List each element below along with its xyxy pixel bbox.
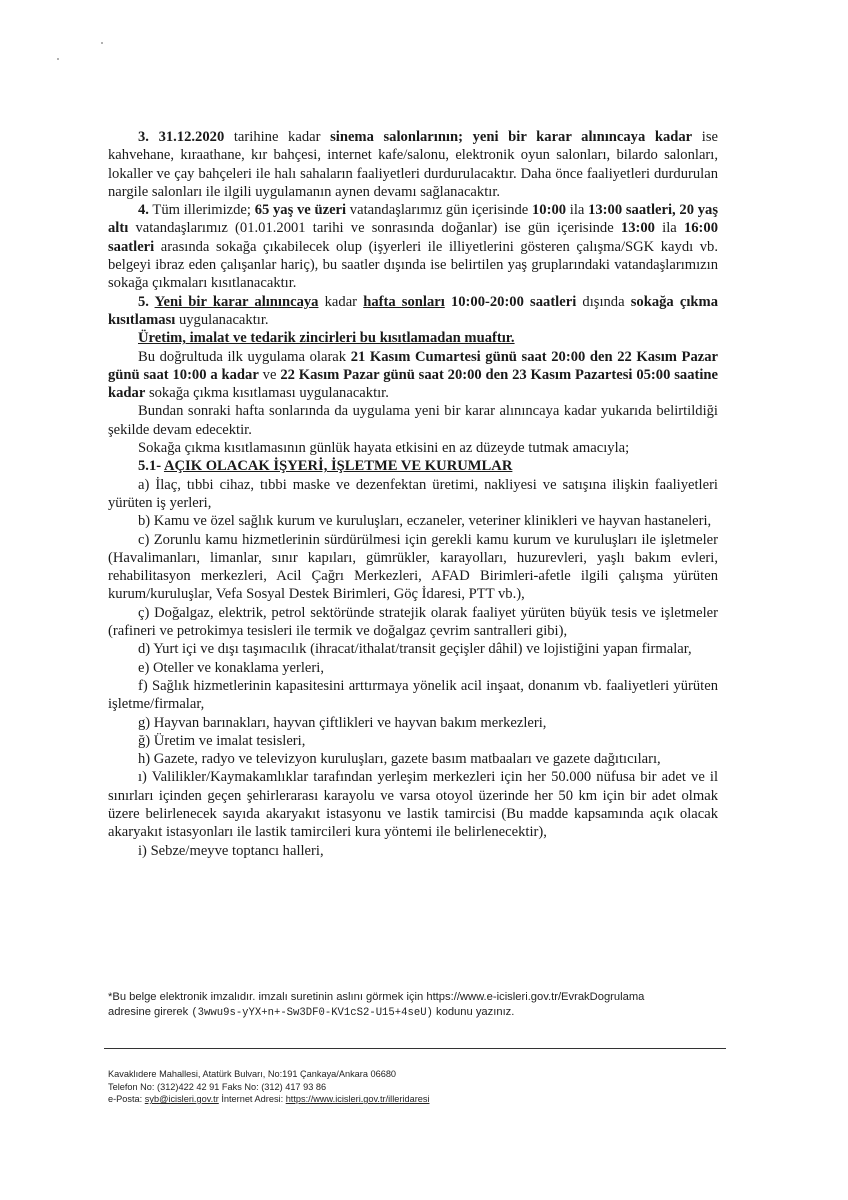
page-footer <box>108 1068 430 1106</box>
footer-phone: Telefon No: (312)422 42 91 Faks No: (312) 417 93 86 <box>108 1081 327 1092</box>
list-item: d) Yurt içi ve dışı taşımacılık (ihracat/ithalat/transit geçişler dâhil) ve lojistiğini yapan firmalar, <box>138 641 692 658</box>
footer-divider <box>104 1048 726 1049</box>
signature-line-2: adresine girerek (3wwu9s-yYX+n+-Sw3DF0-KV1cS2-U15+4seU) kodunu yazınız. <box>108 1006 515 1019</box>
list-item: i) Sebze/meyve toptancı halleri, <box>138 842 324 859</box>
paragraph-4: 4. Tüm illerimizde; 65 yaş ve üzeri vatandaşlarımız gün içerisinde 10:00 ila 13:00 saatleri, 20 yaş altı vatandaşlarımız (01.01.2001 tarihi ve sonrasında doğanlar) ise gün içerisinde 13:00 ila 16:00 saatleri arasında sokağa çıkabilecek olup (işyerleri ile illiyetlerini gösteren çalışma/SGK kaydı vb. belgeyi ibraz eden çalışanlar hariç), bu saatler dışında ise belirtilen yaş gruplarındaki vatandaşlarımızın sokağa çıkmaları kısıtlanacaktır. <box>108 202 718 292</box>
paragraph-weekends: Bundan sonraki hafta sonlarında da uygulama yeni bir karar alınıncaya kadar yukarıda belirtildiği şekilde devam edecektir. <box>108 403 718 438</box>
paragraph-3: 3. 31.12.2020 tarihine kadar sinema salonlarının; yeni bir karar alınıncaya kadar ise kahvehane, kıraathane, kır bahçesi, internet kafe/salonu, elektronik oyun salonları, bilardo salonları, lokaller ve çay bahçeleri ile halı sahaların faaliyetleri durdurulacaktır. Daha önce faaliyetleri durdurulan nargile salonları ile ilgili uygulamanın aynen devamı sağlanacaktır. <box>108 129 719 200</box>
list-item: c) Zorunlu kamu hizmetlerinin sürdürülmesi için gerekli kamu kurum ve kuruluşları ile işletmeler (Havalimanları, limanlar, sınır kapıları, gümrükler, karayolları, huzurevleri, yaşlı bakım evleri, rehabilitasyon merkezleri, Acil Çağrı Merkezleri, AFAD Birimleri-afetle ilgili çalışma yürüten kurum/kuruluşlar, Vefa Sosyal Destek Birimleri, Göç İdaresi, PTT vb.), <box>108 531 718 603</box>
list-item: g) Hayvan barınakları, hayvan çiftlikleri ve hayvan bakım merkezleri, <box>138 714 547 731</box>
paragraph-first-application: Bu doğrultuda ilk uygulama olarak 21 Kasım Cumartesi günü saat 20:00 den 22 Kasım Pazar günü saat 10:00 a kadar ve 22 Kasım Pazar günü saat 20:00 den 23 Kasım Pazartesi 05:00 saatine kadar sokağa çıkma kısıtlaması uygulanacaktır. <box>108 348 719 402</box>
list-item: ğ) Üretim ve imalat tesisleri, <box>138 732 306 749</box>
website-link[interactable]: https://www.icisleri.gov.tr/illeridaresi <box>285 1094 430 1104</box>
exemption-note: Üretim, imalat ve tedarik zincirleri bu kısıtlamadan muaftır. <box>138 330 515 347</box>
scan-speck <box>101 42 103 44</box>
document-body <box>108 128 718 860</box>
scan-speck <box>57 58 59 60</box>
footer-address: Kavaklıdere Mahallesi, Atatürk Bulvarı, No:191 Çankaya/Ankara 06680 <box>108 1069 397 1079</box>
footer-contact: e-Posta: syb@icisleri.gov.tr İnternet Adresi: https://www.icisleri.gov.tr/illeridaresi <box>108 1094 430 1104</box>
list-item: ı) Valilikler/Kaymakamlıklar tarafından yerleşim merkezleri için her 50.000 nüfusa bir adet ve il sınırları içinden geçen şehirlerarası karayolu ve varsa otoyol üzerinde her 50 km için bir adet olmak üzere belirlenecek sayıda akaryakıt istasyonu ve lastik tamircisi (Bu madde kapsamında açık olacak akaryakıt istasyonları ile lastik tamircileri kura yöntemi ile belirlenecektir), <box>108 769 718 841</box>
paragraph-5: 5. Yeni bir karar alınıncaya kadar hafta sonları 10:00-20:00 saatleri dışında sokağa çıkma kısıtlaması uygulanacaktır. <box>108 293 718 328</box>
section-heading-5-1: 5.1- AÇIK OLACAK İŞYERİ, İŞLETME VE KURUMLAR <box>138 458 513 475</box>
email-link[interactable]: syb@icisleri.gov.tr <box>144 1094 219 1104</box>
list-item: e) Oteller ve konaklama yerleri, <box>138 659 324 676</box>
list-item: f) Sağlık hizmetlerinin kapasitesini arttırmaya yönelik acil inşaat, donanım vb. faaliyetleri yürüten işletme/firmalar, <box>108 677 718 713</box>
list-item: h) Gazete, radyo ve televizyon kuruluşları, gazete basım matbaaları ve gazete dağıtıcıları, <box>138 751 661 768</box>
list-item: ç) Doğalgaz, elektrik, petrol sektöründe stratejik olarak faaliyet yürüten büyük tesis ve işletmeler (rafineri ve petrokimya tesisleri ile termik ve doğalgaz çevrim santralleri gibi), <box>108 604 718 640</box>
signature-line-1: *Bu belge elektronik imzalıdır. imzalı suretinin aslını görmek için https://www.e-icisleri.gov.tr/EvrakDogrulama <box>108 991 645 1003</box>
list-item: a) İlaç, tıbbi cihaz, tıbbi maske ve dezenfektan üretimi, nakliyesi ve satışına ilişkin faaliyetleri yürüten iş yerleri, <box>108 476 718 511</box>
e-signature-note <box>108 990 728 1021</box>
list-item: b) Kamu ve özel sağlık kurum ve kuruluşları, eczaneler, veteriner klinikleri ve hayvan hastaneleri, <box>138 513 712 530</box>
verification-code: (3wwu9s-yYX+n+-Sw3DF0-KV1cS2-U15+4seU) <box>191 1007 433 1019</box>
paragraph-intro: Sokağa çıkma kısıtlamasının günlük hayata etkisini en az düzeyde tutmak amacıyla; <box>138 440 630 457</box>
